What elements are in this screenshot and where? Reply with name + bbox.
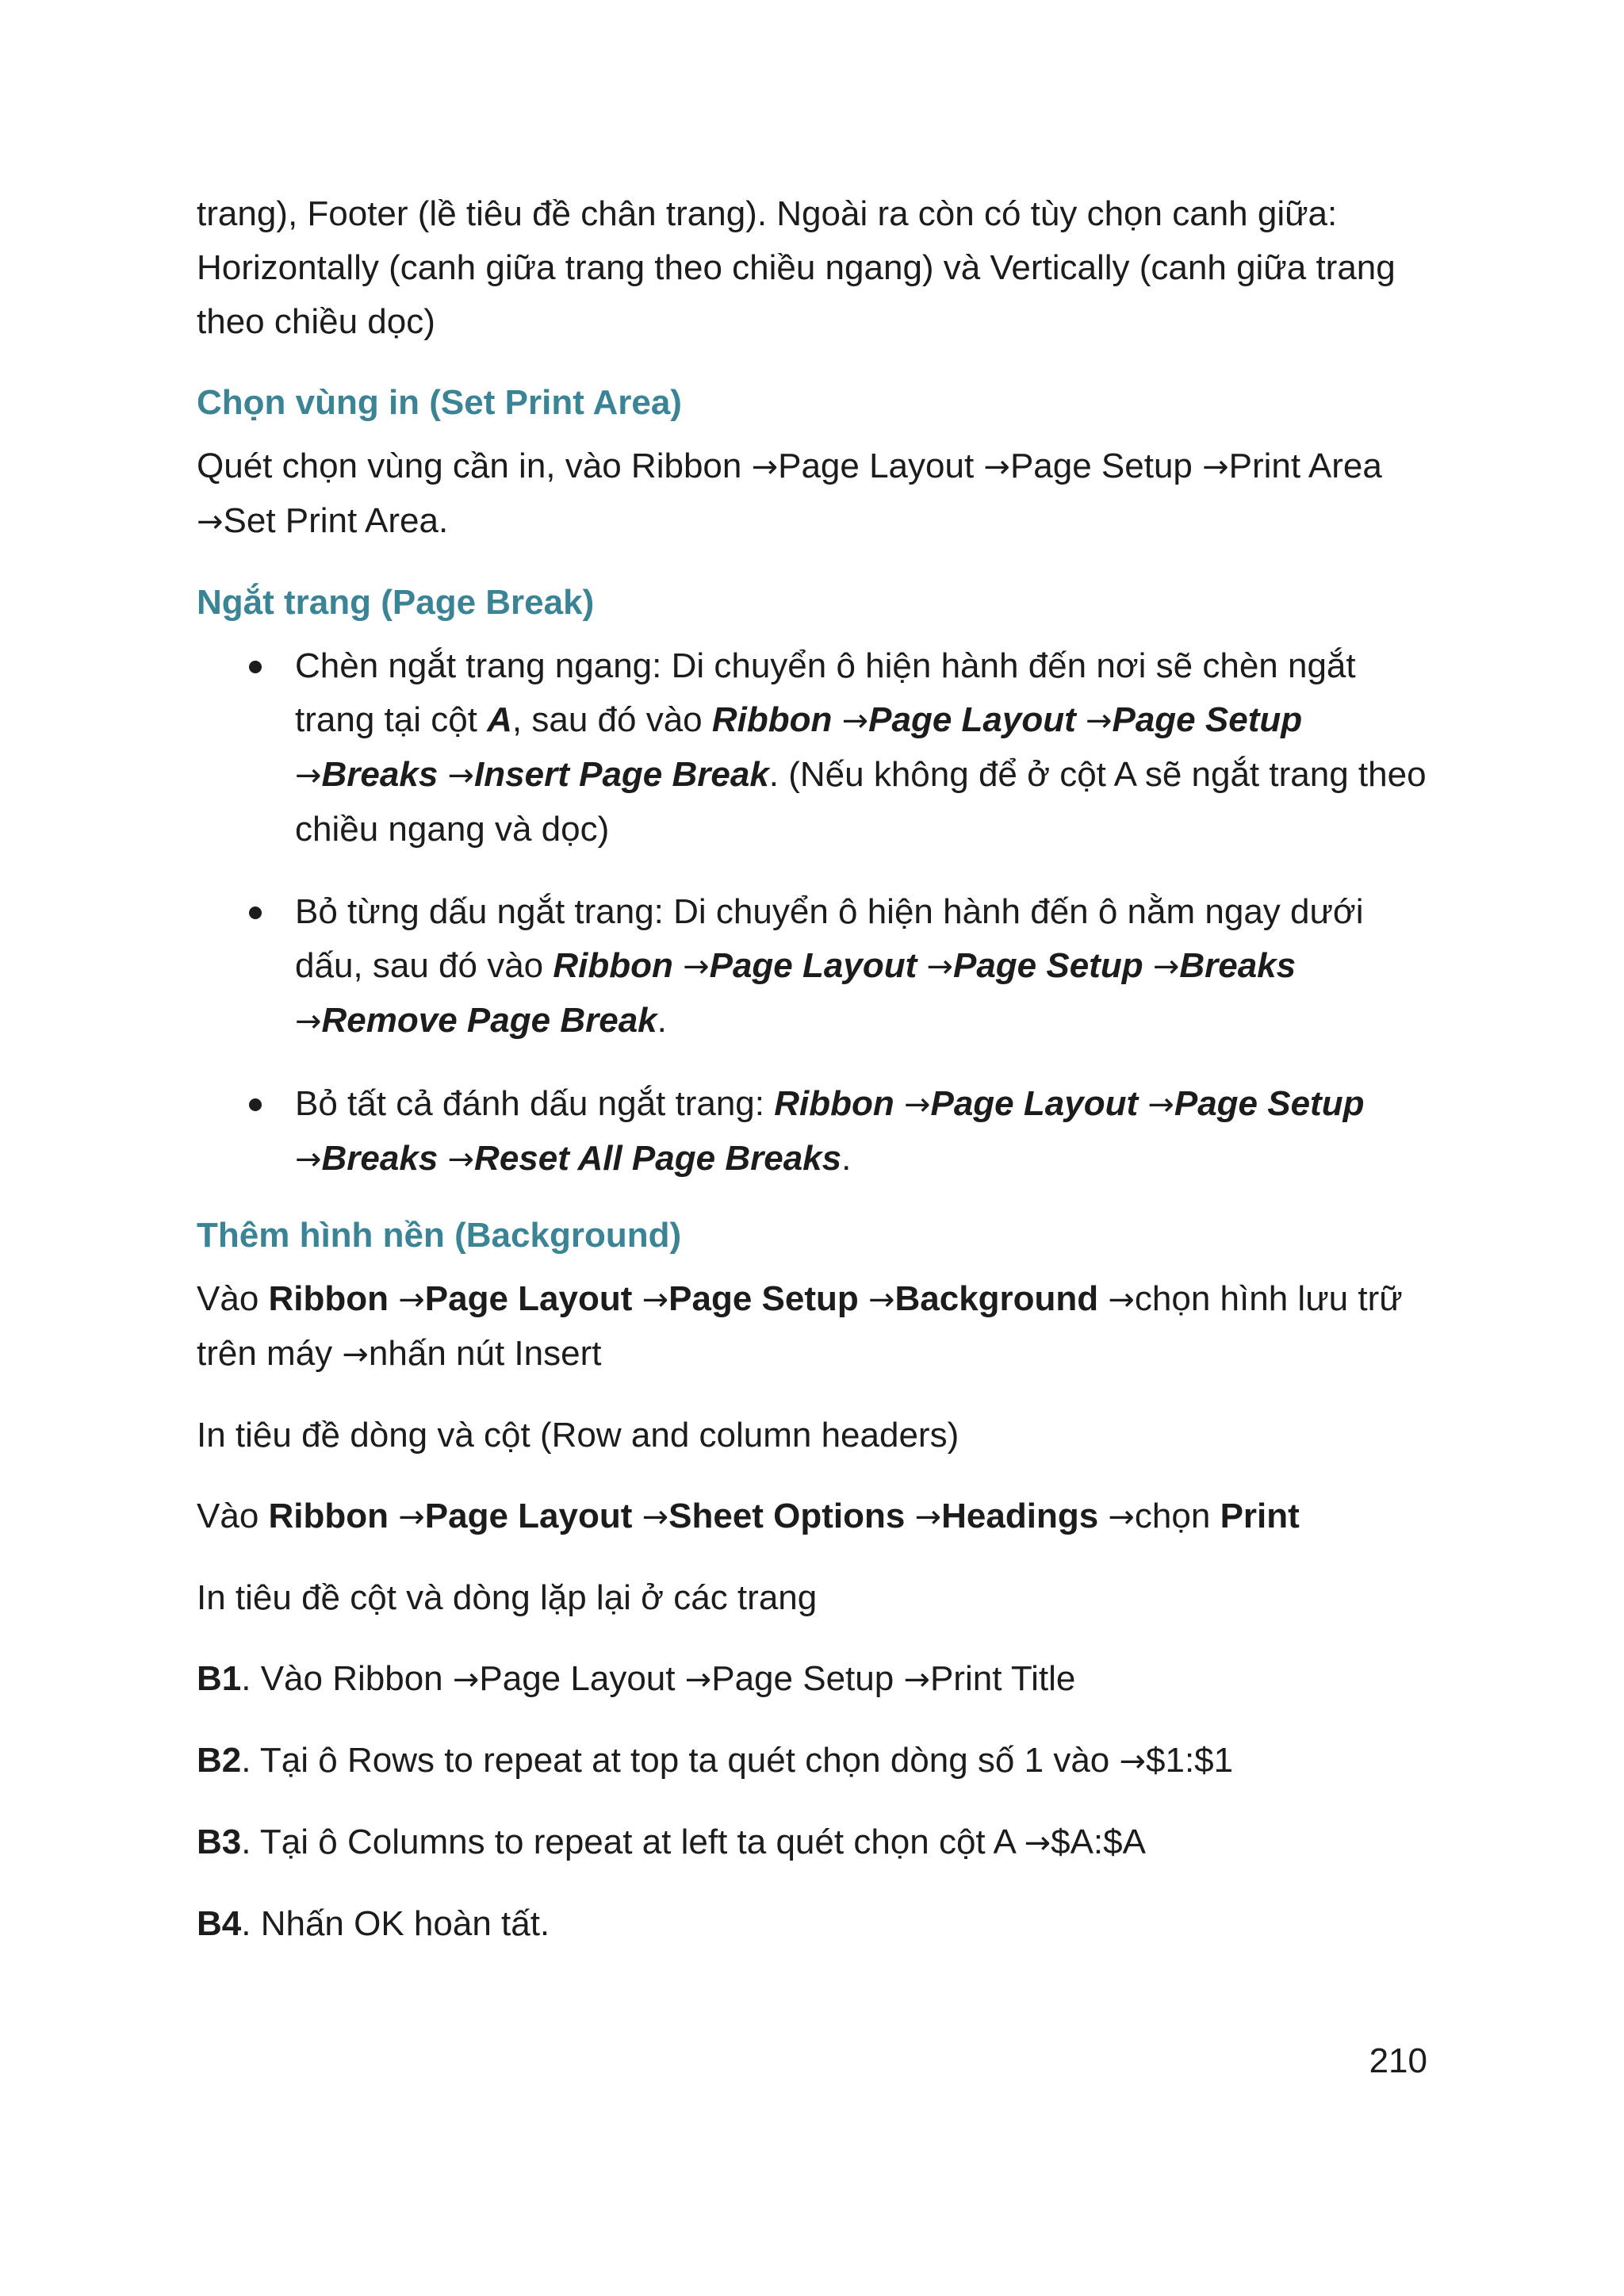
arrow-icon: → — [841, 703, 869, 739]
intro-paragraph — [197, 187, 1434, 349]
step-b1: B1. Vào Ribbon →Page Layout →Page Setup →Print Title — [197, 1659, 1076, 1698]
page-break-list — [197, 639, 1434, 1186]
arrow-icon: → — [642, 1499, 669, 1535]
arrow-icon: → — [1085, 703, 1113, 739]
arrow-icon: → — [983, 449, 1010, 485]
step-b4: B4. Nhấn OK hoàn tất. — [197, 1904, 550, 1943]
arrow-icon: → — [1147, 1087, 1174, 1123]
arrow-icon: → — [295, 1003, 322, 1040]
intro-text: trang), Footer (lề tiêu đề chân trang). Ngoài ra còn có tùy chọn canh giữa: Horizontally (canh giữa trang theo chiều ngang) và Vertically (canh giữa trang theo chiều dọc) — [197, 194, 1396, 341]
heading-set-print-area: Chọn vùng in (Set Print Area) — [197, 383, 682, 422]
arrow-icon: → — [447, 757, 475, 794]
arrow-icon: → — [447, 1141, 475, 1178]
arrow-icon: → — [684, 1662, 712, 1698]
heading-background: Thêm hình nền (Background) — [197, 1216, 682, 1255]
arrow-icon: → — [1202, 449, 1229, 485]
arrow-icon: → — [398, 1499, 425, 1535]
page-number: 210 — [1369, 2041, 1427, 2080]
list-item-reset-all-page-breaks: Bỏ tất cả đánh dấu ngắt trang: Ribbon →Page Layout →Page Setup →Breaks →Reset All Page Breaks. — [197, 1077, 1434, 1186]
list-item-remove-page-break: Bỏ từng dấu ngắt trang: Di chuyển ô hiện hành đến ô nằm ngay dưới dấu, sau đó vào Ribbon →Page Layout →Page Setup →Breaks →Remove Page Break. — [197, 885, 1434, 1048]
arrow-icon: → — [683, 949, 710, 985]
arrow-icon: → — [914, 1499, 942, 1535]
arrow-icon: → — [1108, 1499, 1135, 1535]
arrow-icon: → — [903, 1087, 931, 1123]
bullet-icon — [249, 907, 262, 919]
arrow-icon: → — [926, 949, 953, 985]
step-b2: B2. Tại ô Rows to repeat at top ta quét chọn dòng số 1 vào →$1:$1 — [197, 1741, 1234, 1780]
print-area-paragraph: Quét chọn vùng cần in, vào Ribbon →Page Layout →Page Setup →Print Area →Set Print Area. — [197, 447, 1382, 540]
arrow-icon: → — [1119, 1743, 1147, 1780]
repeat-title: In tiêu đề cột và dòng lặp lại ở các trang — [197, 1578, 818, 1617]
arrow-icon: → — [452, 1662, 480, 1698]
arrow-icon: → — [642, 1282, 669, 1318]
arrow-icon: → — [903, 1662, 930, 1698]
bullet-icon — [249, 661, 262, 673]
list-item-insert-page-break: Chèn ngắt trang ngang: Di chuyển ô hiện hành đến nơi sẽ chèn ngắt trang tại cột A, sau đó vào Ribbon →Page Layout →Page Setup →Breaks →Insert Page Break. (Nếu không để ở cột A sẽ ngắt trang theo chiều ngang và dọc) — [197, 639, 1434, 857]
arrow-icon: → — [1152, 949, 1180, 985]
background-paragraph: Vào Ribbon →Page Layout →Page Setup →Background →chọn hình lưu trữ trên máy →nhấn nút Insert — [197, 1279, 1403, 1373]
headings-paragraph: Vào Ribbon →Page Layout →Sheet Options →Headings →chọn Print — [197, 1497, 1300, 1535]
headings-title: In tiêu đề dòng và cột (Row and column headers) — [197, 1416, 959, 1455]
arrow-icon: → — [398, 1282, 425, 1318]
arrow-icon: → — [751, 449, 779, 485]
bullet-icon — [249, 1098, 262, 1111]
arrow-icon: → — [1024, 1825, 1051, 1861]
step-b3: B3. Tại ô Columns to repeat at left ta quét chọn cột A →$A:$A — [197, 1823, 1146, 1861]
arrow-icon: → — [342, 1336, 369, 1373]
arrow-icon: → — [295, 1141, 322, 1178]
arrow-icon: → — [295, 757, 322, 794]
document-page — [197, 187, 1434, 1951]
arrow-icon: → — [197, 504, 224, 540]
heading-page-break: Ngắt trang (Page Break) — [197, 583, 595, 622]
arrow-icon: → — [1108, 1282, 1135, 1318]
arrow-icon: → — [868, 1282, 895, 1318]
